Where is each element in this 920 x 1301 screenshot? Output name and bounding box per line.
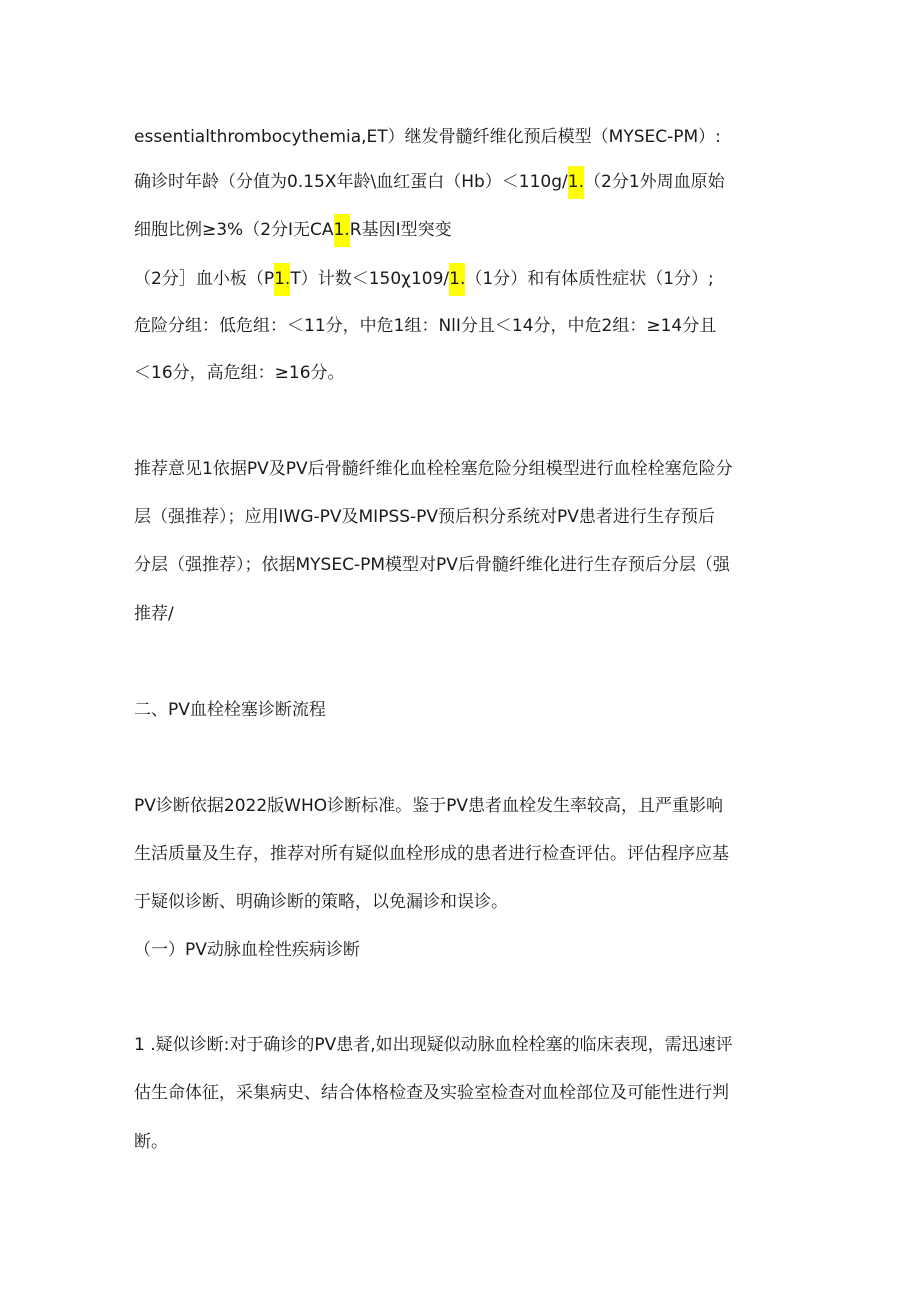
text-run: PV诊断依据2022版WHO诊断标准。鉴于PV患者血栓发生率较高，且严重影响 (134, 796, 723, 816)
text-run: （2分1外周血原始 (584, 172, 725, 192)
text-run: 确诊时年龄（分值为0.15X年龄\血红蛋白（Hb）＜110g/ (134, 172, 568, 192)
text-run: ＜16分，高危组：≥16分。 (134, 363, 345, 383)
text-run: （1分）和有体质性症状（1分）; (465, 269, 714, 289)
text-line-p4-l3 (134, 890, 508, 914)
text-line-p2-l1 (134, 457, 733, 481)
text-line-p2-l3 (134, 553, 730, 577)
text-line-p4-l2 (134, 842, 729, 866)
highlighted-text: 1. (449, 263, 465, 296)
text-run: 断。 (134, 1132, 168, 1152)
text-run: 估生命体征，采集病史、结合体格检查及实验室检查对血栓部位及可能性进行判 (134, 1083, 729, 1103)
text-line-p1-l2 (134, 170, 725, 194)
section-heading (134, 698, 326, 722)
text-line-p5-l1 (134, 1033, 733, 1057)
text-line-p2-l2 (134, 505, 715, 529)
text-run: （2分］血小板（P (134, 269, 275, 289)
text-run: T）计数＜150χ109/ (290, 269, 450, 289)
text-run: 细胞比例≥3%（2分I无CA (134, 220, 334, 240)
text-run: 推荐意见1依据PV及PV后骨髓纤维化血栓栓塞危险分组模型进行血栓栓塞危险分 (134, 459, 733, 479)
text-run: 生活质量及生存，推荐对所有疑似血栓形成的患者进行检查评估。评估程序应基 (134, 844, 729, 864)
text-run: 层（强推荐）；应用IWG-PV及MIPSS-PV预后积分系统对PV患者进行生存预后 (134, 507, 715, 527)
text-run: 二、PV血栓栓塞诊断流程 (134, 700, 326, 720)
text-run: 1 .疑似诊断:对于确诊的PV患者,如出现疑似动脉血栓栓塞的临床表现，需迅速评 (134, 1035, 733, 1055)
text-line-p1-l5 (134, 314, 716, 338)
text-line-p1-l3 (134, 218, 452, 242)
text-run: R基因I型突变 (349, 220, 452, 240)
text-line-p1-l1 (134, 125, 721, 149)
text-line-p1-l6 (134, 361, 345, 385)
text-line-p4-l1 (134, 794, 723, 818)
text-run: 推荐/ (134, 604, 174, 624)
text-line-p1-l4 (134, 267, 714, 291)
text-line-p2-l4 (134, 602, 174, 626)
subsection-heading (134, 938, 360, 962)
text-run: 于疑似诊断、明确诊断的策略，以免漏诊和误诊。 (134, 892, 508, 912)
text-run: essentialthrombocythemia,ET）继发骨髓纤维化预后模型（MYSEC-PM）: (134, 127, 721, 147)
highlighted-text: 1. (334, 214, 350, 247)
text-run: 危险分组：低危组：＜11分，中危1组：NlI分且＜14分，中危2组：≥14分且 (134, 316, 717, 336)
text-line-p5-l2 (134, 1081, 729, 1105)
text-run: 分层（强推荐）；依据MYSEC-PM模型对PV后骨髓纤维化进行生存预后分层（强 (134, 555, 730, 575)
text-line-p5-l3 (134, 1130, 168, 1154)
text-run: （一）PV动脉血栓性疾病诊断 (134, 940, 360, 960)
highlighted-text: 1. (274, 263, 290, 296)
highlighted-text: 1. (568, 166, 584, 199)
